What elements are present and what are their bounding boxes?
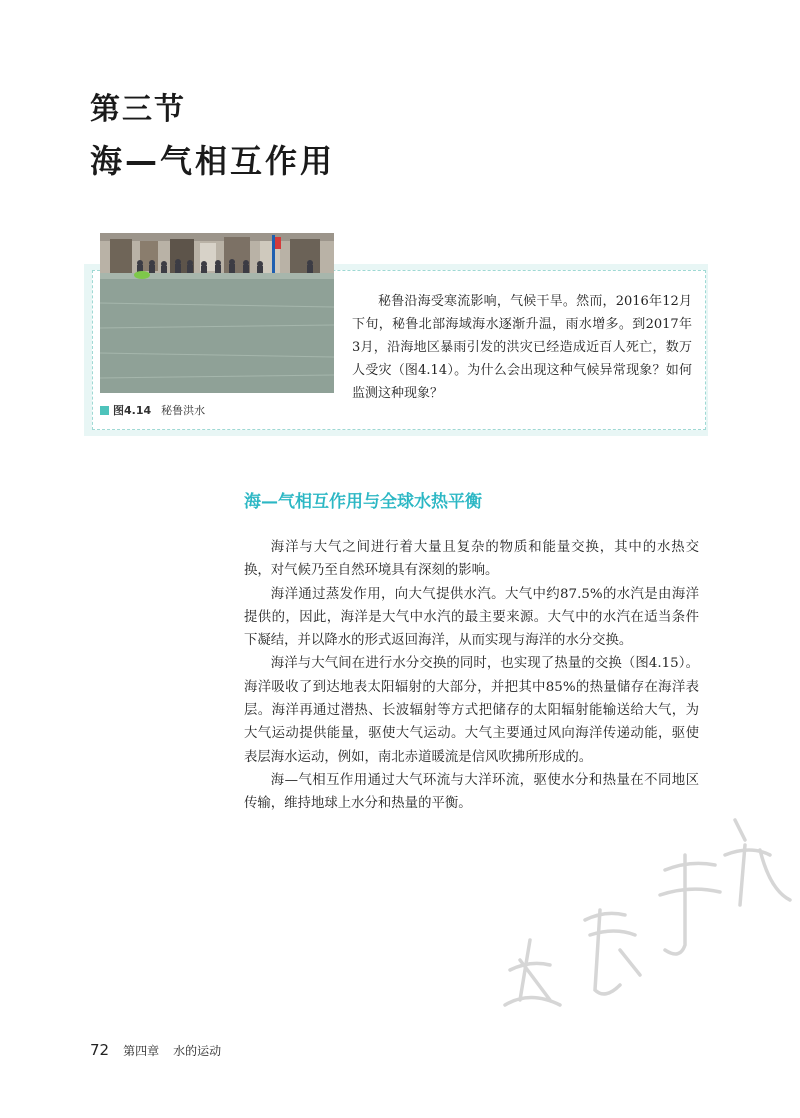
caption-marker-icon (100, 406, 109, 415)
body-paragraph-1: 海洋与大气之间进行着大量且复杂的物质和能量交换，其中的水热交换，对气候乃至自然环境具有深刻的影响。 (244, 540, 699, 579)
page-number: 72 (90, 1041, 110, 1059)
figure-caption (100, 402, 205, 418)
chapter-title: 水的运动 (173, 1044, 222, 1058)
body-paragraph-2: 海洋通过蒸发作用，向大气提供水汽。大气中约87.5%的水汽是由海洋提供的，因此，海洋是大气中水汽的最主要来源。大气中的水汽在适当条件下凝结，并以降水的形式返回海洋，从而实现与海洋的水分交换。 (244, 586, 699, 649)
figure-caption-text: 秘鲁洪水 (161, 404, 206, 417)
figure-number: 图4.14 (113, 404, 152, 417)
flood-photo (100, 233, 334, 393)
page-footer (90, 1041, 221, 1059)
section-title: 海—气相互作用 (90, 142, 336, 180)
body-paragraph-4: 海—气相互作用通过大气环流与大洋环流，驱使水分和热量在不同地区传输，维持地球上水分和热量的平衡。 (244, 772, 699, 812)
body-text (244, 536, 699, 816)
subsection-heading: 海—气相互作用与全球水热平衡 (244, 492, 482, 512)
chapter-label: 第四章 (123, 1044, 160, 1058)
body-paragraph-3: 海洋与大气间在进行水分交换的同时，也实现了热量的交换（图4.15）。海洋吸收了到达地表太阳辐射的大部分，并把其中85%的热量储存在海洋表层。海洋再通过潜热、长波辐射等方式把储存的太阳辐射能输送给大气，为大气运动提供能量，驱使大气运动。大气主要通过风向海洋传递动能，驱使表层海水运动，例如，南北赤道暖流是信风吹拂所形成的。 (244, 656, 699, 765)
intro-text (352, 290, 692, 405)
section-number: 第三节 (90, 92, 186, 127)
intro-paragraph: 秘鲁沿海受寒流影响，气候干旱。然而，2016年12月下旬，秘鲁北部海域海水逐渐升温，雨水增多。到2017年3月，沿海地区暴雨引发的洪灾已经造成近百人死亡，数万人受灾（图4.14）。为什么会出现这种气候异常现象？如何监测这种现象？ (352, 294, 692, 401)
